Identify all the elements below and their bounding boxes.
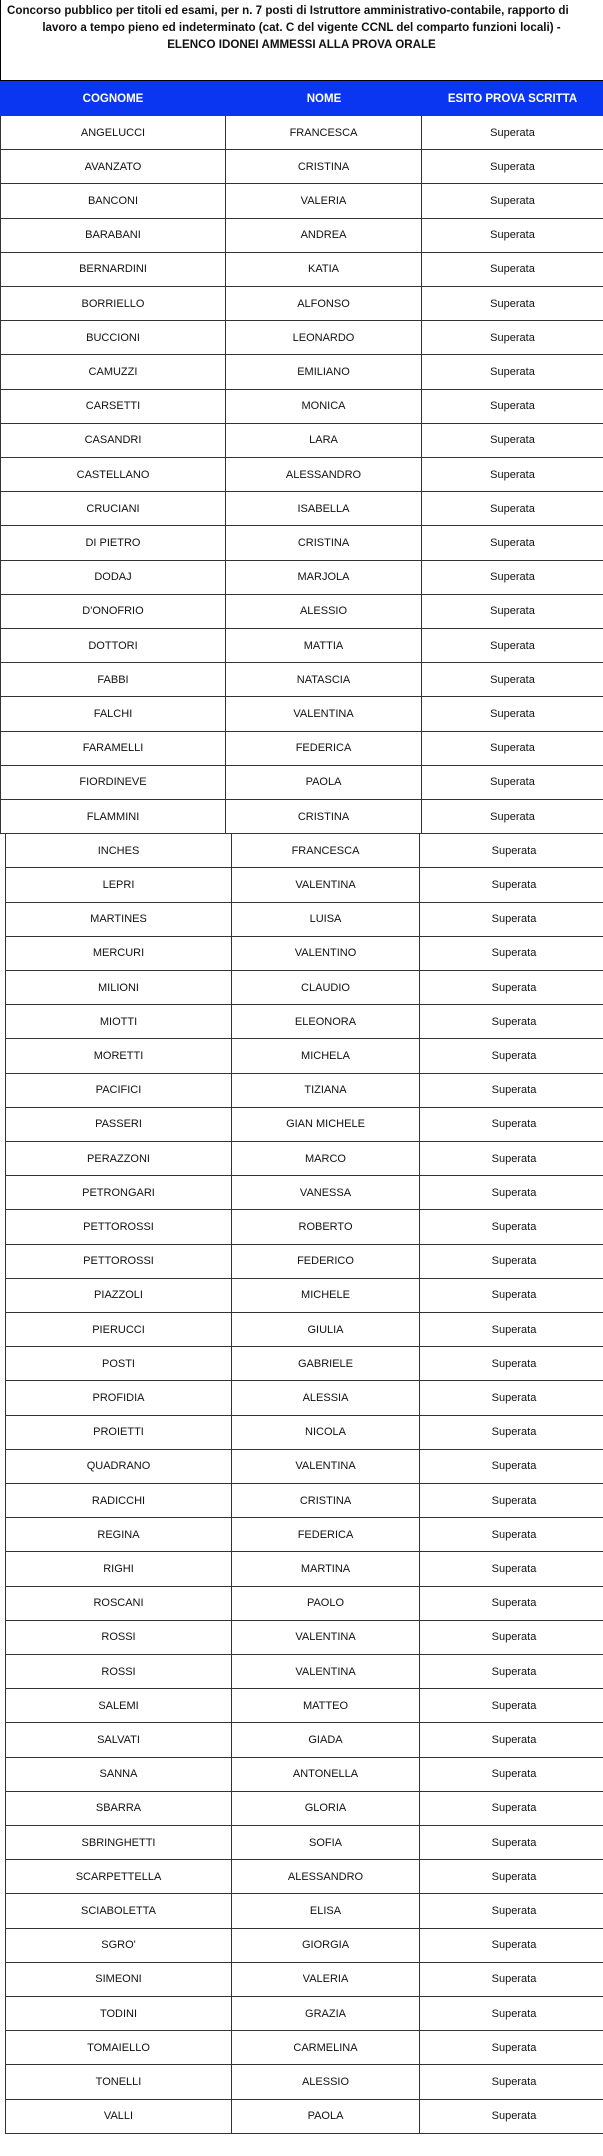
cognome-cell: PACIFICI <box>5 1074 232 1107</box>
cognome-cell: VALLI <box>5 2100 232 2133</box>
table-row <box>5 1245 603 1279</box>
esito-cell: Superata <box>491 878 537 891</box>
cognome-cell: D'ONOFRIO <box>0 595 226 628</box>
table-row <box>0 629 603 663</box>
nome-cell: MATTEO <box>232 1689 420 1722</box>
esito-cell: Superata <box>490 229 535 242</box>
table-row <box>0 390 603 424</box>
esito-cell: Superata <box>490 810 535 823</box>
nome-cell: PAOLA <box>232 2100 420 2133</box>
document-title <box>0 0 602 80</box>
table-row <box>5 1621 603 1655</box>
table-row <box>5 1894 603 1928</box>
esito-cell: Superata <box>491 1973 537 1986</box>
cognome-cell: DODAJ <box>0 561 226 594</box>
table-row <box>5 1655 603 1689</box>
nome-cell: GRAZIA <box>232 1997 420 2030</box>
nome-cell: LARA <box>226 424 422 457</box>
esito-cell: Superata <box>491 1733 537 1746</box>
nome-cell: VALENTINA <box>226 697 422 730</box>
esito-cell: Superata <box>491 2110 537 2123</box>
table-row <box>0 150 603 184</box>
nome-cell: ALESSANDRO <box>226 458 422 491</box>
esito-cell: Superata <box>491 2041 537 2054</box>
table-row <box>5 2100 603 2134</box>
esito-cell: Superata <box>491 947 537 960</box>
cognome-cell: ANGELUCCI <box>0 116 226 149</box>
nome-cell: VALENTINA <box>232 1621 420 1654</box>
esito-cell: Superata <box>491 2007 537 2020</box>
cognome-cell: AVANZATO <box>0 150 226 183</box>
esito-cell: Superata <box>490 160 535 173</box>
nome-cell: MICHELE <box>232 1279 420 1312</box>
table-row <box>0 800 603 834</box>
nome-cell: ALESSIA <box>232 1381 420 1414</box>
cognome-cell: SALEMI <box>5 1689 232 1722</box>
cognome-cell: PETTOROSSI <box>5 1210 232 1243</box>
table-row <box>5 2065 603 2099</box>
esito-cell: Superata <box>490 194 535 207</box>
nome-cell: GIORGIA <box>232 1929 420 1962</box>
nome-cell: ISABELLA <box>226 492 422 525</box>
table-row <box>0 697 603 731</box>
esito-cell: Superata <box>491 1768 537 1781</box>
cognome-cell: CAMUZZI <box>0 355 226 388</box>
table-row <box>0 184 603 218</box>
table-row <box>5 1210 603 1244</box>
table-row <box>5 1758 603 1792</box>
esito-cell: Superata <box>490 673 535 686</box>
nome-cell: NATASCIA <box>226 663 422 696</box>
nome-cell: GIADA <box>232 1723 420 1756</box>
cognome-cell: SANNA <box>5 1758 232 1791</box>
nome-cell: PAOLA <box>226 766 422 799</box>
cognome-cell: FIORDINEVE <box>0 766 226 799</box>
nome-cell: VALENTINA <box>232 1655 420 1688</box>
table-row <box>5 1074 603 1108</box>
nome-cell: MARJOLA <box>226 561 422 594</box>
table-row <box>5 903 603 937</box>
cognome-cell: CARSETTI <box>0 390 226 423</box>
cognome-cell: MARTINES <box>5 903 232 936</box>
nome-cell: GIAN MICHELE <box>232 1108 420 1141</box>
cognome-cell: LEPRI <box>5 868 232 901</box>
esito-cell: Superata <box>490 263 535 276</box>
table-row <box>5 1450 603 1484</box>
nome-cell: FEDERICA <box>232 1518 420 1551</box>
cognome-cell: PIAZZOLI <box>5 1279 232 1312</box>
nome-cell: VALENTINA <box>232 868 420 901</box>
cognome-cell: FLAMMINI <box>0 800 226 833</box>
esito-cell: Superata <box>491 1255 537 1268</box>
table-row <box>5 1792 603 1826</box>
cognome-cell: SBRINGHETTI <box>5 1826 232 1859</box>
nome-cell: LEONARDO <box>226 321 422 354</box>
column-header-esito: ESITO PROVA SCRITTA <box>447 92 578 105</box>
esito-cell: Superata <box>491 1391 537 1404</box>
cognome-cell: DI PIETRO <box>0 526 226 559</box>
cognome-cell: CASANDRI <box>0 424 226 457</box>
cognome-cell: RIGHI <box>5 1552 232 1585</box>
esito-cell: Superata <box>490 297 535 310</box>
cognome-cell: BARABANI <box>0 219 226 252</box>
cognome-cell: MIOTTI <box>5 1005 232 1038</box>
esito-cell: Superata <box>491 1699 537 1712</box>
nome-cell: ALESSIO <box>232 2065 420 2098</box>
table-row <box>5 1347 603 1381</box>
table-row <box>5 1039 603 1073</box>
nome-cell: ALESSIO <box>226 595 422 628</box>
table-row <box>5 1552 603 1586</box>
nome-cell: FEDERICA <box>226 732 422 765</box>
table-row <box>5 1142 603 1176</box>
table-header <box>0 80 603 116</box>
nome-cell: CLAUDIO <box>232 971 420 1004</box>
nome-cell: FRANCESCA <box>232 834 420 867</box>
esito-cell: Superata <box>490 571 535 584</box>
cognome-cell: PROFIDIA <box>5 1381 232 1414</box>
esito-cell: Superata <box>491 1426 537 1439</box>
cognome-cell: PASSERI <box>5 1108 232 1141</box>
esito-cell: Superata <box>491 1939 537 1952</box>
table-row <box>0 526 603 560</box>
cognome-cell: BANCONI <box>0 184 226 217</box>
esito-cell: Superata <box>491 1118 537 1131</box>
table-row <box>5 1484 603 1518</box>
esito-cell: Superata <box>490 707 535 720</box>
cognome-cell: SGRO' <box>5 1929 232 1962</box>
esito-cell: Superata <box>491 1904 537 1917</box>
nome-cell: MARTINA <box>232 1552 420 1585</box>
table-row <box>0 287 603 321</box>
cognome-cell: BERNARDINI <box>0 253 226 286</box>
table-row <box>0 663 603 697</box>
table-row <box>0 458 603 492</box>
cognome-cell: PERAZZONI <box>5 1142 232 1175</box>
column-header-cognome: COGNOME <box>82 92 144 105</box>
table-row <box>0 595 603 629</box>
nome-cell: VALENTINA <box>232 1450 420 1483</box>
esito-cell: Superata <box>490 400 535 413</box>
esito-cell: Superata <box>491 1357 537 1370</box>
nome-cell: VALERIA <box>226 184 422 217</box>
nome-cell: GIULIA <box>232 1313 420 1346</box>
esito-cell: Superata <box>490 434 535 447</box>
nome-cell: CRISTINA <box>226 526 422 559</box>
esito-cell: Superata <box>491 1528 537 1541</box>
esito-cell: Superata <box>491 1049 537 1062</box>
cognome-cell: SIMEONI <box>5 1963 232 1996</box>
nome-cell: LUISA <box>232 903 420 936</box>
esito-cell: Superata <box>491 1460 537 1473</box>
cognome-cell: DOTTORI <box>0 629 226 662</box>
nome-cell: EMILIANO <box>226 355 422 388</box>
cognome-cell: FABBI <box>0 663 226 696</box>
nome-cell: PAOLO <box>232 1587 420 1620</box>
nome-cell: MICHELA <box>232 1039 420 1072</box>
cognome-cell: BORRIELLO <box>0 287 226 320</box>
esito-cell: Superata <box>491 1152 537 1165</box>
table-row <box>5 1929 603 1963</box>
table-row <box>0 253 603 287</box>
nome-cell: CRISTINA <box>226 150 422 183</box>
table-row <box>5 971 603 1005</box>
table-row <box>5 1963 603 1997</box>
esito-cell: Superata <box>491 1494 537 1507</box>
esito-cell: Superata <box>491 1015 537 1028</box>
esito-cell: Superata <box>491 1665 537 1678</box>
table-row <box>5 1518 603 1552</box>
esito-cell: Superata <box>490 502 535 515</box>
esito-cell: Superata <box>490 365 535 378</box>
nome-cell: MONICA <box>226 390 422 423</box>
cognome-cell: MILIONI <box>5 971 232 1004</box>
esito-cell: Superata <box>491 1289 537 1302</box>
nome-cell: GABRIELE <box>232 1347 420 1380</box>
table-row <box>5 868 603 902</box>
esito-cell: Superata <box>490 536 535 549</box>
esito-cell: Superata <box>490 776 535 789</box>
cognome-cell: SALVATI <box>5 1723 232 1756</box>
esito-cell: Superata <box>491 2075 537 2088</box>
esito-cell: Superata <box>491 1802 537 1815</box>
cognome-cell: PETRONGARI <box>5 1176 232 1209</box>
esito-cell: Superata <box>491 1562 537 1575</box>
cognome-cell: ROSCANI <box>5 1587 232 1620</box>
table-row <box>5 1723 603 1757</box>
nome-cell: GLORIA <box>232 1792 420 1825</box>
nome-cell: MATTIA <box>226 629 422 662</box>
esito-cell: Superata <box>491 1220 537 1233</box>
nome-cell: ROBERTO <box>232 1210 420 1243</box>
table-row <box>5 1689 603 1723</box>
esito-cell: Superata <box>491 1084 537 1097</box>
cognome-cell: POSTI <box>5 1347 232 1380</box>
nome-cell: VALERIA <box>232 1963 420 1996</box>
esito-cell: Superata <box>490 639 535 652</box>
nome-cell: VANESSA <box>232 1176 420 1209</box>
esito-cell: Superata <box>490 126 535 139</box>
esito-cell: Superata <box>490 742 535 755</box>
cognome-cell: SBARRA <box>5 1792 232 1825</box>
cognome-cell: QUADRANO <box>5 1450 232 1483</box>
nome-cell: ELISA <box>232 1894 420 1927</box>
table-row <box>5 1416 603 1450</box>
cognome-cell: TONELLI <box>5 2065 232 2098</box>
esito-cell: Superata <box>490 331 535 344</box>
table-row <box>5 1005 603 1039</box>
table-row <box>5 2031 603 2065</box>
esito-cell: Superata <box>491 981 537 994</box>
nome-cell: MARCO <box>232 1142 420 1175</box>
nome-cell: FRANCESCA <box>226 116 422 149</box>
nome-cell: ALFONSO <box>226 287 422 320</box>
table-row <box>5 1587 603 1621</box>
cognome-cell: FALCHI <box>0 697 226 730</box>
nome-cell: CRISTINA <box>232 1484 420 1517</box>
cognome-cell: CASTELLANO <box>0 458 226 491</box>
table-row <box>5 1176 603 1210</box>
table-row <box>0 116 603 150</box>
cognome-cell: SCIABOLETTA <box>5 1894 232 1927</box>
table-row <box>5 1279 603 1313</box>
table-row <box>0 219 603 253</box>
table-row <box>0 321 603 355</box>
cognome-cell: TODINI <box>5 1997 232 2030</box>
table-row <box>0 561 603 595</box>
table-row <box>0 766 603 800</box>
esito-cell: Superata <box>491 1323 537 1336</box>
table-row <box>0 732 603 766</box>
esito-cell: Superata <box>491 1836 537 1849</box>
cognome-cell: SCARPETTELLA <box>5 1860 232 1893</box>
table-row <box>5 1108 603 1142</box>
nome-cell: SOFIA <box>232 1826 420 1859</box>
nome-cell: TIZIANA <box>232 1074 420 1107</box>
column-header-nome: NOME <box>306 92 342 105</box>
cognome-cell: REGINA <box>5 1518 232 1551</box>
table-row <box>5 1381 603 1415</box>
cognome-cell: INCHES <box>5 834 232 867</box>
table-row <box>5 1313 603 1347</box>
table-row <box>5 1860 603 1894</box>
title-line-3: ELENCO IDONEI AMMESSI ALLA PROVA ORALE <box>167 38 436 51</box>
cognome-cell: TOMAIELLO <box>5 2031 232 2064</box>
table-row <box>5 1997 603 2031</box>
nome-cell: ELEONORA <box>232 1005 420 1038</box>
cognome-cell: FARAMELLI <box>0 732 226 765</box>
nome-cell: ANDREA <box>226 219 422 252</box>
nome-cell: NICOLA <box>232 1416 420 1449</box>
cognome-cell: CRUCIANI <box>0 492 226 525</box>
cognome-cell: PIERUCCI <box>5 1313 232 1346</box>
table-row <box>5 937 603 971</box>
cognome-cell: ROSSI <box>5 1655 232 1688</box>
esito-cell: Superata <box>491 1597 537 1610</box>
nome-cell: ALESSANDRO <box>232 1860 420 1893</box>
table-row <box>0 424 603 458</box>
table-row <box>0 355 603 389</box>
nome-cell: CRISTINA <box>226 800 422 833</box>
cognome-cell: MERCURI <box>5 937 232 970</box>
cognome-cell: PROIETTI <box>5 1416 232 1449</box>
esito-cell: Superata <box>491 1186 537 1199</box>
table-row <box>0 492 603 526</box>
cognome-cell: BUCCIONI <box>0 321 226 354</box>
table-row <box>5 834 603 868</box>
nome-cell: FEDERICO <box>232 1245 420 1278</box>
nome-cell: KATIA <box>226 253 422 286</box>
cognome-cell: MORETTI <box>5 1039 232 1072</box>
title-line-1: Concorso pubblico per titoli ed esami, per n. 7 posti di Istruttore amministrativo-contabile, rapporto di <box>7 4 569 17</box>
esito-cell: Superata <box>491 1631 537 1644</box>
esito-cell: Superata <box>490 468 535 481</box>
nome-cell: VALENTINO <box>232 937 420 970</box>
cognome-cell: PETTOROSSI <box>5 1245 232 1278</box>
nome-cell: ANTONELLA <box>232 1758 420 1791</box>
cognome-cell: ROSSI <box>5 1621 232 1654</box>
nome-cell: CARMELINA <box>232 2031 420 2064</box>
cognome-cell: RADICCHI <box>5 1484 232 1517</box>
esito-cell: Superata <box>490 605 535 618</box>
esito-cell: Superata <box>491 844 537 857</box>
table-row <box>5 1826 603 1860</box>
esito-cell: Superata <box>491 913 537 926</box>
esito-cell: Superata <box>491 1870 537 1883</box>
title-line-2: lavoro a tempo pieno ed indeterminato (cat. C del vigente CCNL del comparto funzioni locali) - <box>42 21 561 34</box>
